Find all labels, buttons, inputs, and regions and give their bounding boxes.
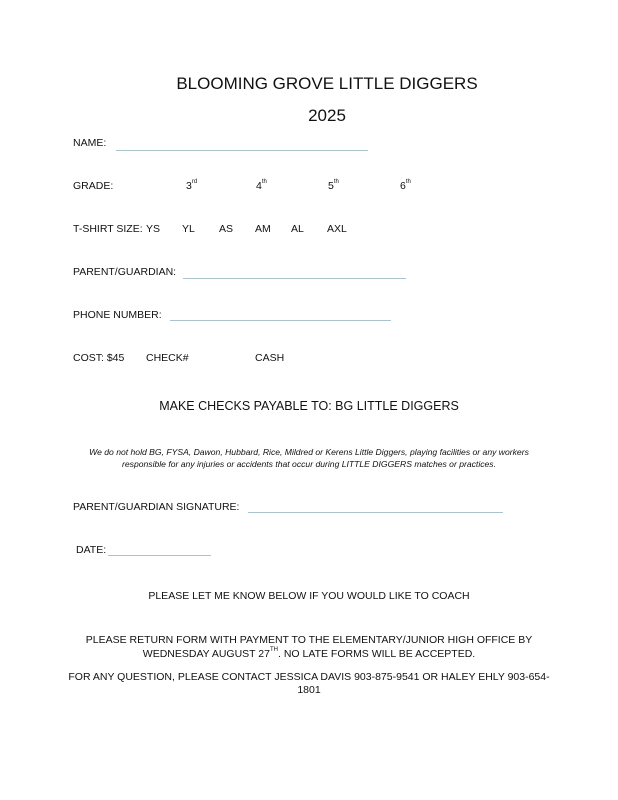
tshirt-size-axl[interactable]: AXL xyxy=(327,223,347,235)
check-number-label[interactable]: CHECK# xyxy=(146,352,189,364)
signature-label: PARENT/GUARDIAN SIGNATURE: xyxy=(73,501,240,513)
contact-info-line-1: FOR ANY QUESTION, PLEASE CONTACT JESSICA DAVIS 903-875-9541 OR HALEY EHLY 903-654- xyxy=(68,671,550,683)
name-field-line[interactable] xyxy=(116,150,368,151)
coach-request-note: PLEASE LET ME KNOW BELOW IF YOU WOULD LIKE TO COACH xyxy=(148,590,470,602)
contact-info-line-2: 1801 xyxy=(297,684,321,696)
date-field-line[interactable] xyxy=(108,555,211,556)
return-form-instructions-line-2: WEDNESDAY AUGUST 27TH. NO LATE FORMS WILL BE ACCEPTED. xyxy=(142,647,476,660)
date-label: DATE: xyxy=(76,544,107,556)
parent-guardian-field-line[interactable] xyxy=(183,278,406,279)
tshirt-size-al[interactable]: AL xyxy=(291,223,304,235)
tshirt-size-yl[interactable]: YL xyxy=(182,223,195,235)
form-title: BLOOMING GROVE LITTLE DIGGERS xyxy=(176,74,478,93)
tshirt-size-as[interactable]: AS xyxy=(219,223,234,235)
return-form-instructions-line-1: PLEASE RETURN FORM WITH PAYMENT TO THE ELEMENTARY/JUNIOR HIGH OFFICE BY xyxy=(85,634,533,646)
phone-number-label: PHONE NUMBER: xyxy=(73,309,162,321)
tshirt-size-label: T-SHIRT SIZE: xyxy=(73,223,143,235)
grade-option-4th[interactable]: 4th xyxy=(256,179,267,192)
tshirt-size-ys[interactable]: YS xyxy=(146,223,161,235)
cash-label[interactable]: CASH xyxy=(255,352,285,364)
cost-label: COST: $45 xyxy=(73,352,125,364)
parent-guardian-label: PARENT/GUARDIAN: xyxy=(73,266,177,278)
form-year: 2025 xyxy=(308,106,346,125)
signature-field-line[interactable] xyxy=(248,512,503,513)
grade-label: GRADE: xyxy=(73,180,114,192)
grade-option-5th[interactable]: 5th xyxy=(328,179,339,192)
make-checks-payable-note: MAKE CHECKS PAYABLE TO: BG LITTLE DIGGERS xyxy=(159,399,459,413)
grade-option-3rd[interactable]: 3rd xyxy=(186,179,198,192)
grade-option-6th[interactable]: 6th xyxy=(400,179,411,192)
tshirt-size-am[interactable]: AM xyxy=(255,223,271,235)
liability-disclaimer-line-1: We do not hold BG, FYSA, Dawon, Hubbard, Rice, Mildred or Kerens Little Diggers, playing facilities or any workers xyxy=(89,447,529,457)
name-label: NAME: xyxy=(73,137,107,149)
phone-number-field-line[interactable] xyxy=(170,320,391,321)
liability-disclaimer-line-2: responsible for any injuries or accidents that occur during LITTLE DIGGERS matches or practices. xyxy=(122,459,496,469)
